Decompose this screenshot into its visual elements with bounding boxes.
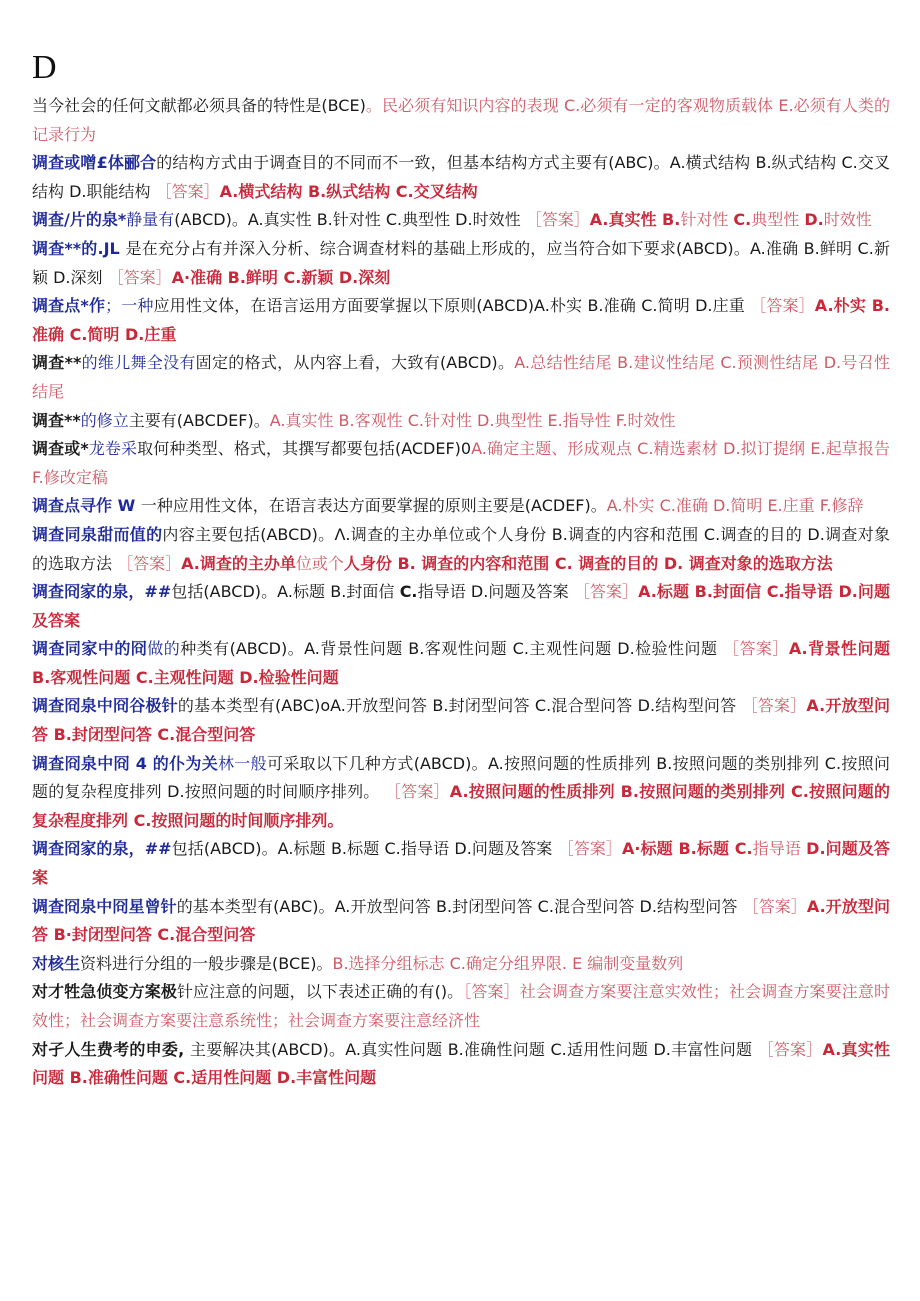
entry-segment: A.真实性问题 B.准确性问题 C.适用性问题 D.丰富性问题 xyxy=(32,1039,890,1088)
entry-segment: 对核生 xyxy=(32,953,81,973)
entry-segment: 针对性 xyxy=(680,210,734,230)
entry-segment: 调查冏家的泉，## xyxy=(32,839,172,859)
entry-segment: 调查**的.JL xyxy=(32,238,126,258)
question-entry xyxy=(32,492,890,521)
entry-segment: 包括(ABCD)。A.标题 B.封面信 xyxy=(171,582,400,602)
question-entry xyxy=(32,950,890,979)
question-list xyxy=(32,92,890,1093)
entry-segment: D. xyxy=(804,210,824,230)
question-entry xyxy=(32,692,890,749)
question-entry xyxy=(32,893,890,950)
question-entry xyxy=(32,235,890,292)
question-entry xyxy=(32,292,890,349)
entry-segment: ［答案］ xyxy=(723,639,789,659)
question-entry xyxy=(32,435,890,492)
question-entry xyxy=(32,835,890,892)
entry-segment: 可采取以下几种方式(ABCD)。A.按照问题的性质排列 B.按照问题的类别排列 C.按照问题的复杂程度排列 D.按照问题的时间顺序排列。 xyxy=(32,753,890,802)
entry-segment: 调查同家中的冏 xyxy=(32,639,148,659)
entry-segment: ［答案］ xyxy=(107,267,172,287)
entry-segment: 的基本类型有(ABC)。A.开放型问答 B.封闭型问答 C.混合型问答 D.结构型问答 xyxy=(176,896,743,916)
question-entry xyxy=(32,92,890,149)
entry-segment: 主要解决其(ABCD)。A.真实性问题 B.准确性问题 C.适用性问题 D.丰富性问题 xyxy=(189,1039,758,1059)
entry-segment: A.确定主题、形成观点 C.精选素材 D.拟订提纲 E.起草报告 F.修改定稿 xyxy=(32,439,890,487)
entry-segment: 调查或噌£体郦合 xyxy=(32,153,157,173)
question-entry xyxy=(32,635,890,692)
entry-segment: 的基本类型有(ABC)oA.开放型问答 B.封闭型问答 C.混合型问答 D.结构型问答 xyxy=(177,696,742,716)
entry-segment: 针应注意的问题，以下表述正确的有()。 xyxy=(176,982,464,1002)
entry-segment: ［答案］ xyxy=(757,1039,823,1059)
entry-segment: ［答案］ xyxy=(117,553,182,573)
entry-segment: A.朴实 C.准确 D.简明 E.庄重 F.修辞 xyxy=(606,496,864,516)
document-page xyxy=(32,48,890,1093)
entry-segment: 指导语 xyxy=(752,839,807,859)
entry-segment: ［答案］ xyxy=(750,296,815,316)
entry-segment: 调查冏泉中冏谷极针 xyxy=(32,696,178,716)
entry-segment: A.开放型问答 B·封闭型问答 C.混合型问答 xyxy=(32,896,890,945)
entry-segment: 是在充分占有并深入分析、综合调查材料的基础上形成的，应当符合如下要求(ABCD)。A.准确 B.鲜明 C.新颖 D.深刻 xyxy=(32,238,890,287)
question-entry xyxy=(32,1036,890,1093)
entry-segment: 的维儿舞全没有 xyxy=(81,353,196,373)
entry-segment: A·准确 B.鲜明 C.新颖 D.深刻 xyxy=(171,267,391,287)
entry-segment: 调查冏泉中冏星曾针 xyxy=(32,896,177,916)
entry-segment: ［答案］ xyxy=(573,582,639,602)
entry-segment: 林一般 xyxy=(218,753,267,773)
entry-segment: A.背景性问题 B.客观性问题 C.主观性问题 D.检验性问题 xyxy=(32,639,890,687)
entry-segment: 对才牲急侦变方案极 xyxy=(32,982,177,1002)
entry-segment: 主要有(ABCDEF)。 xyxy=(128,410,270,430)
entry-segment: B.选择分组标志 C.确定分组界限. E 编制变量数列 xyxy=(332,953,684,973)
entry-segment: A.横式结构 B.纵式结构 C.交叉结构 xyxy=(219,181,478,201)
entry-segment: 典型性 xyxy=(751,210,805,230)
entry-segment: 包括(ABCD)。A.标题 B.标题 C.指导语 D.问题及答案 xyxy=(171,839,558,859)
entry-segment: 应用性文体，在语言运用方面要掌握以下原则(ABCD)A.朴实 B.准确 C.简明 D.庄重 xyxy=(153,296,751,316)
entry-segment: (ABCD)。A.真实性 B.针对性 C.典型性 D.时效性 xyxy=(174,210,526,230)
question-entry xyxy=(32,521,890,578)
entry-segment: 人身份 B. 调查的内容和范围 C. 调查的目的 D. 调查对象的选取方法 xyxy=(343,553,833,573)
entry-segment: ［答案］ xyxy=(525,210,590,230)
entry-segment: A.真实性 B. xyxy=(589,210,681,230)
entry-segment: 做的 xyxy=(147,639,181,659)
question-entry xyxy=(32,407,890,436)
entry-segment: A.总结性结尾 B.建议性结尾 C.预测性结尾 D.号召性结尾 xyxy=(32,353,890,401)
entry-segment: 时效性 xyxy=(823,210,872,230)
entry-segment: C. xyxy=(399,582,418,602)
entry-segment: 指导语 D.问题及答案 xyxy=(417,582,574,602)
entry-segment: 内容主要包括(ABCD)。Λ.调查的主办单位或个人身份 B.调查的内容和范围 C.调查的目的 D.调查对象的选取方法 xyxy=(32,524,890,573)
entry-segment: ［答案］ xyxy=(742,896,807,916)
entry-segment: 对孑人生费考的申委, xyxy=(32,1039,190,1059)
entry-segment: 调查冏家的泉，## xyxy=(32,582,172,602)
entry-segment: 调查/片的泉* xyxy=(32,210,127,230)
entry-segment: 资料进行分组的一般步骤是(BCE)。 xyxy=(80,953,333,973)
entry-segment: 静量有 xyxy=(126,210,175,230)
entry-segment: A.朴实 B.准确 C.简明 D.庄重 xyxy=(32,296,890,344)
entry-segment: A.开放型问答 B.封闭型问答 C.混合型问答 xyxy=(32,696,890,745)
question-entry xyxy=(32,750,890,836)
entry-segment: ［答案］ xyxy=(741,696,807,716)
question-entry xyxy=(32,349,890,406)
entry-segment: A.标题 B.封面信 C.指导语 D.问题及答案 xyxy=(32,582,890,630)
entry-segment: 位或个 xyxy=(295,553,344,573)
question-entry xyxy=(32,578,890,635)
entry-segment: ；一种 xyxy=(105,296,154,316)
entry-segment: 当今社会的任何文献都必须具备的特性是(BCE) xyxy=(32,96,366,115)
entry-segment: 调查** xyxy=(32,410,81,430)
entry-segment: 调查同泉甜而值的 xyxy=(32,524,163,544)
question-entry xyxy=(32,149,890,206)
entry-segment: 的修立 xyxy=(80,410,129,430)
entry-segment: 调查或* xyxy=(32,439,89,459)
entry-segment: 调查点*作 xyxy=(32,296,106,316)
entry-segment: 一种应用性文体，在语言表达方面要掌握的原则主要是(ACDEF)。 xyxy=(140,496,607,516)
entry-segment: C. xyxy=(733,210,752,230)
entry-segment: D.问题及答案 xyxy=(32,839,890,888)
question-entry xyxy=(32,978,890,1035)
question-entry xyxy=(32,206,890,235)
entry-segment: 固定的格式，从内容上看，大致有(ABCD)。 xyxy=(195,353,515,373)
entry-segment: ［答案］ xyxy=(155,181,220,201)
entry-segment: ［答案］ xyxy=(557,839,623,859)
entry-segment: ［答案］ xyxy=(384,782,450,802)
entry-segment: 调查点寻作 W xyxy=(32,496,141,516)
entry-segment: 取何种类型、格式，其撰写都要包括(ACDEF)0 xyxy=(137,439,472,459)
entry-segment: ［答案］社会调查方案要注意实效性；社会调查方案要注意时效性；社会调查方案要注意系统性；社会调查方案要注意经济性 xyxy=(32,982,890,1030)
entry-segment: 的结构方式由于调查目的不同而不一致，但基本结构方式主要有(ABC)。A.横式结构 B.纵式结构 C.交叉结构 D.职能结构 xyxy=(32,153,890,201)
entry-segment: 调查冏泉中冏 4 的仆为关 xyxy=(32,753,218,773)
entry-segment: 调查** xyxy=(32,353,82,373)
entry-segment: A.调查的主办单 xyxy=(181,553,296,573)
entry-segment: A.真实性 B.客观性 C.针对性 D.典型性 E.指导性 F.时效性 xyxy=(269,410,676,430)
entry-segment: 种类有(ABCD)。A.背景性问题 B.客观性问题 C.主观性问题 D.检验性问题 xyxy=(180,639,723,659)
entry-segment: 。民必须有知识内容的表现 C.必须有一定的客观物质载体 E.必须有人类的记录行为 xyxy=(32,96,890,144)
entry-segment: 龙卷采 xyxy=(88,439,138,459)
entry-segment: A.按照问题的性质排列 B.按照问题的类别排列 C.按照问题的复杂程度排列 C.按照问题的时间顺序排列。 xyxy=(32,782,890,830)
section-heading: D xyxy=(32,49,57,86)
entry-segment: A·标题 B.标题 C. xyxy=(622,839,753,859)
